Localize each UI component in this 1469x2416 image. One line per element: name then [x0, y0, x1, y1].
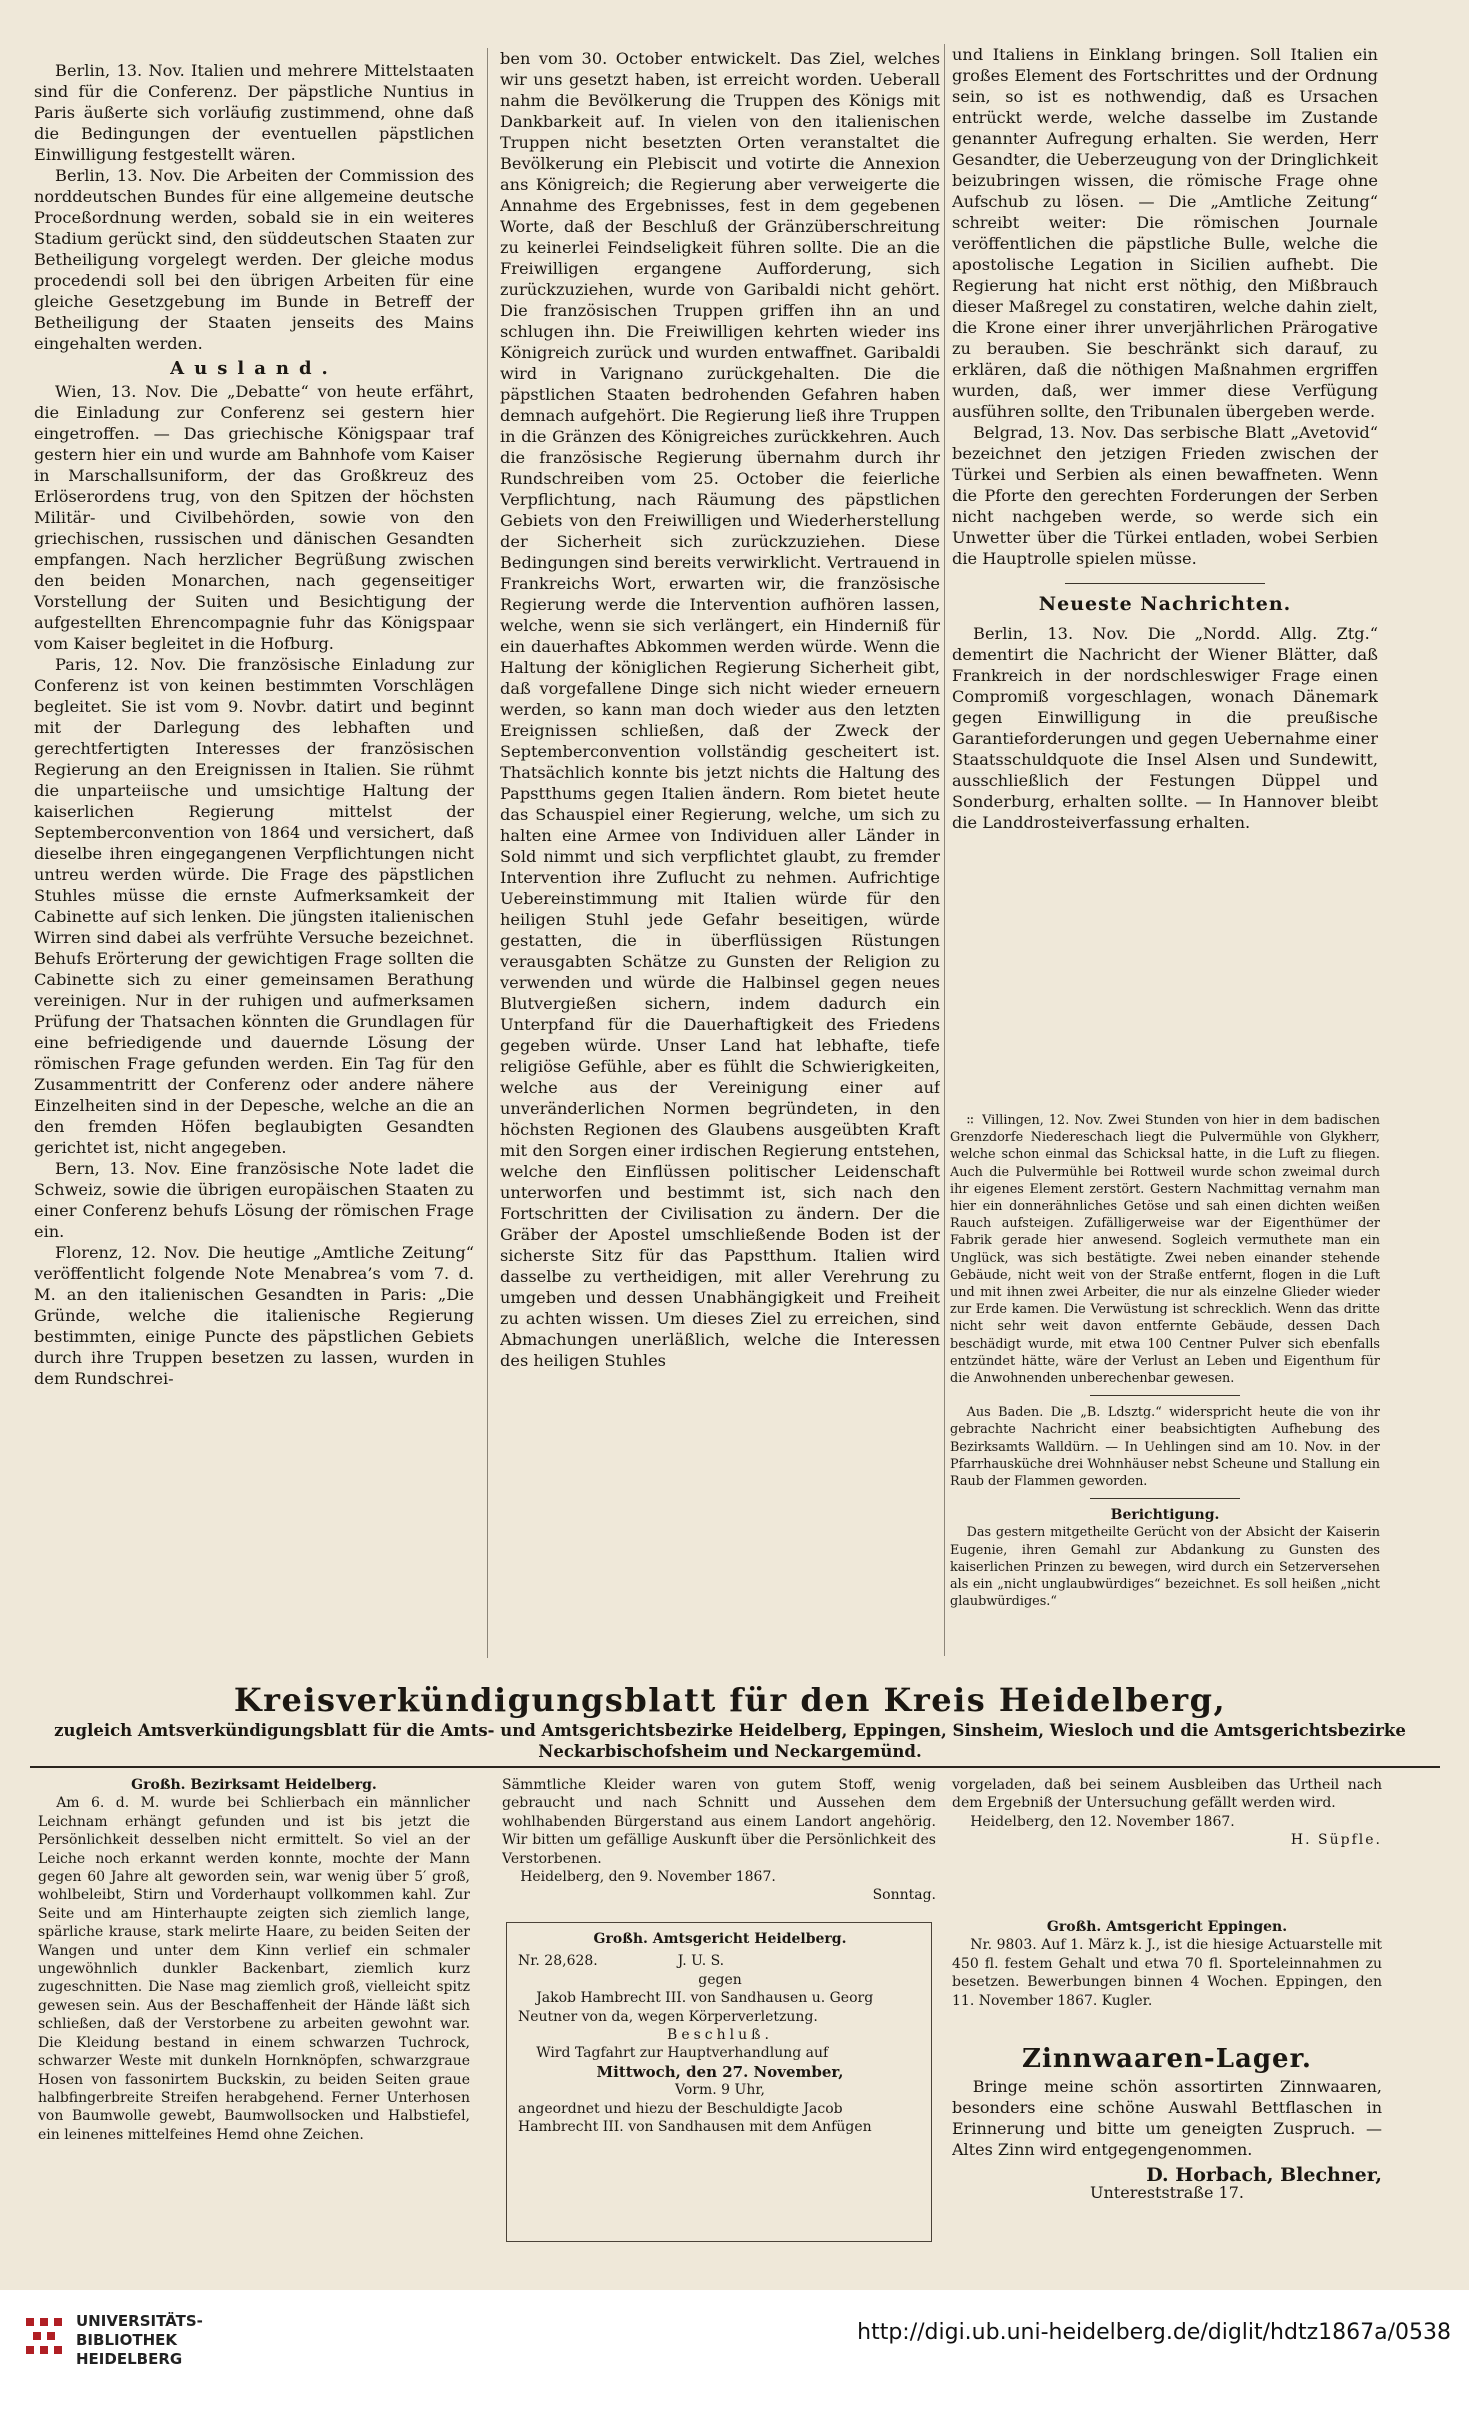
- notice-bezirksamt-continued: [502, 1776, 936, 1916]
- masthead-rule: [30, 1766, 1440, 1768]
- article-berlin-2: Berlin, 13. Nov. Die Arbeiten der Commission des norddeutschen Bundes für eine allgemeine deutsche Proceßordnung werden, sobald sie in ein weiteres Stadium gerückt sind, den süddeutschen Staaten zur Betheiligung vorgelegt werden. Der gleiche modus procedendi soll bei den übrigen Arbeiten für eine gleiche Gesetzgebung im Bunde in Betreff der Betheiligung der Staaten jenseits des Mains eingehalten werden.: [34, 166, 474, 353]
- case-number: Nr. 28,628.: [518, 1953, 598, 1970]
- notice-bezirksamt: [38, 1776, 470, 2256]
- villingen-text: Villingen, 12. Nov. Zwei Stunden von hier in dem badischen Grenzdorfe Niedereschach liegt die Pulvermühle von Glykherr, welche schon einmal das Schicksal hatte, in die Luft zu fliegen. Auch die Pulvermühle bei Rottweil wurde schon zweimal durch ihr eigenes Element zerstört. Gestern Nachmittag vernahm man hier ein donnerähnliches Getöse und sah einen dichten weißen Rauch aufsteigen. Zufälligerweise war der Eigenthümer der Fabrik gerade hier anwesend. Sogleich vermuthete man ein Unglück, was sich bestätigte. Zwei neben einander stehende Gebäude, nicht weit von der Straße entfernt, flogen in die Luft und mit ihnen zwei Arbeiter, die nur als einzelne Glieder wieder zur Erde kamen. Die Verwüstung ist schrecklich. Wenn das dritte nicht sehr weit davon entfernte Gebäude, dessen Dach beschädigt wurde, mit etwa 100 Centner Pulver sich ebenfalls entzündet hätte, wäre der Verlust an Leben und Eigenthum für die Anwohnenden unberechenbar gewesen.: [950, 1113, 1380, 1387]
- notice-title: Großh. Bezirksamt Heidelberg.: [131, 1777, 377, 1793]
- article-bern: Bern, 13. Nov. Eine französische Note ladet die Schweiz, sowie die übrigen europäischen Staaten zu einer Conferenz behufs Lösung der römischen Frage ein.: [34, 1159, 474, 1241]
- column-2: [500, 48, 940, 1652]
- section-ausland-heading: Ausland.: [170, 358, 338, 379]
- notice-signature: H. Süpfle.: [1290, 1832, 1382, 1849]
- latest-news-heading: Neueste Nachrichten.: [1038, 593, 1292, 615]
- masthead-title: Kreisverkündigungsblatt für den Kreis Heidelberg,: [233, 1681, 1227, 1719]
- masthead-subtitle: zugleich Amtsverkündigungsblatt für die Amts- und Amtsgerichtsbezirke Heidelberg, Eppingen, Sinsheim, Wiesloch und die Amtsgerichtsbezirke Neckarbischofsheim und Neckargemünd.: [54, 1721, 1406, 1761]
- notice-text: Am 6. d. M. wurde bei Schlierbach ein männlicher Leichnam erhängt gefunden und ist bis jetzt die Persönlichkeit desselben nicht ermittelt. So viel an der Leiche noch erkannt werden konnte, mochte der Mann gegen 60 Jahre alt geworden sein, war wenig über 5′ groß, wohlbeleibt, Stirn und Vorderhaupt vollkommen kahl. Zur Seite und am Hinterhaupte zeigten sich ziemlich lange, spärliche krause, stark melirte Haare, zu beiden Seiten der Wangen und unter dem Kinn verlief ein schmaler ungewöhnlich dunkler Backenbart, ziemlich kurz zugeschnitten. Die Nase mag ziemlich groß, vielleicht spitz gewesen sein. Aus der Beschaffenheit der Hände läßt sich schließen, daß der Verstorbene zu arbeiten gewohnt war. Die Kleidung bestand in einem schwarzen Tuchrock, schwarzer Weste mit dunkeln Hornknöpfen, schwarzgraue Hosen von fassonirtem Buckskin, zu beiden Seiten graue halbfingerbreite Streifen herabgehend. Ferner Unterhosen von Baumwolle gewebt, Baumwollsocken und Halbstiefel, ein leinenes mittelfeines Hemd ohne Zeichen.: [38, 1795, 470, 2143]
- dot-marker-icon: ∷: [966, 1113, 983, 1127]
- advert-title: Zinnwaaren-Lager.: [1022, 2044, 1312, 2074]
- library-logo-icon: [22, 2314, 66, 2358]
- notice-number: [518, 1952, 922, 1970]
- page-footer: [0, 2290, 1469, 2416]
- notice-title: Großh. Amtsgericht Heidelberg.: [593, 1931, 847, 1947]
- library-name-line: UNIVERSITÄTS-: [76, 2312, 203, 2330]
- divider: [1090, 1395, 1240, 1396]
- correction-text: Das gestern mitgetheilte Gerücht von der Absicht der Kaiserin Eugenie, ihren Gemahl zur Abdankung zu Gunsten des kaiserlichen Prinzen zu bewegen, wird durch ein Setzerversehen als ein „nicht unglaubwürdiges“ bezeichnet. Es soll heißen „nicht glaubwürdiges.“: [950, 1525, 1380, 1610]
- notice-title: Großh. Amtsgericht Eppingen.: [1046, 1919, 1288, 1935]
- notice-text: Nr. 9803. Auf 1. März k. J., ist die hiesige Actuarstelle mit 450 fl. festem Gehalt und etwa 70 fl. Sporteleinnahmen zu besetzen. Bewerbungen binnen 4 Wochen. Eppingen, den 11. November 1867. Kugler.: [952, 1937, 1382, 2009]
- hearing-date: Mittwoch, den 27. November,: [596, 2062, 844, 2081]
- notice-text: angeordnet und hiezu der Beschuldigte Jacob Hambrecht III. von Sandhausen mit dem Anfügen: [518, 2100, 872, 2136]
- column-rule: [487, 48, 488, 1658]
- notice-amtsgericht-heidelberg: [518, 1930, 922, 2236]
- advert-address: Untereststraße 17.: [1090, 2183, 1244, 2203]
- masthead: [30, 1680, 1430, 1760]
- notice-signature: Sonntag.: [872, 1887, 936, 1904]
- notice-date: Heidelberg, den 9. November 1867.: [520, 1869, 776, 1886]
- hearing-time: Vorm. 9 Uhr,: [675, 2082, 765, 2099]
- notice-date: Heidelberg, den 12. November 1867.: [970, 1813, 1235, 1830]
- notice-heidelberg-continued: [952, 1776, 1382, 1908]
- source-url[interactable]: http://digi.ub.uni-heidelberg.de/diglit/hdtz1867a/0538: [857, 2320, 1451, 2345]
- notice-amtsgericht-eppingen: [952, 1918, 1382, 2036]
- article-berlin-3: Berlin, 13. Nov. Die „Nordd. Allg. Ztg.“ dementirt die Nachricht der Wiener Blätter, daß Frankreich in der nordschleswiger Frage einen Compromiß vorgeschlagen, wonach Dänemark gegen Einwilligung in die preußische Garantieforderungen und gegen Uebernahme einer Staatsschuldquote die Insel Alsen und Sundewitt, ausschließlich der Festungen Düppel und Sonderburg, erhalten sollte. — In Hannover bleibt die Landdrosteiverfassung erhalten.: [952, 624, 1378, 832]
- article-paris: Paris, 12. Nov. Die französische Einladung zur Conferenz ist von keinen bestimmten Vorschlägen begleitet. Sie ist vom 9. Novbr. datirt und beginnt mit der Darlegung des lebhaften und gerechtfertigten Interesses der französischen Regierung an den Ereignissen in Italien. Sie rühmt die unparteiische und umsichtige Haltung der kaiserlichen Regierung mittelst der Septemberconvention von 1864 und versichert, daß dieselbe ihren eingegangenen Verpflichtungen nicht untreu werden würde. Die Frage des päpstlichen Stuhles müsse die ernste Aufmerksamkeit der Cabinette auf sich lenken. Die jüngsten italienischen Wirren sind dabei als verfrühte Versuche bezeichnet. Behufs Erörterung der gewichtigen Frage sollten die Cabinette sich zu einer gemeinsamen Berathung vereinigen. Nur in der ruhigen und aufmerksamen Prüfung der Thatsachen könnten die Grundlagen für eine befriedigende und dauernde Lösung der römischen Frage gefunden werden. Ein Tag für den Zusammentritt der Conferenz oder andere nähere Einzelheiten sind in der Depesche, welche an die an den fremden Höfen beglaubigten Gesandten gerichtet ist, nicht angegeben.: [34, 655, 474, 1157]
- notice-parties: Jakob Hambrecht III. von Sandhausen u. Georg Neutner von da, wegen Körperverletzung.: [518, 1990, 874, 2025]
- notice-text: vorgeladen, daß bei seinem Ausbleiben das Urtheil nach dem Ergebniß der Untersuchung gefällt werden wird.: [952, 1777, 1382, 1812]
- column-rule: [944, 44, 945, 1656]
- article-florenz-continued: ben vom 30. October entwickelt. Das Ziel, welches wir uns gesetzt haben, ist erreicht worden. Ueberall nahm die Bevölkerung die Truppen des Königs mit Dankbarkeit auf. In vielen von den italienischen Truppen nicht besetzten Orten veranstaltet die Bevölkerung ein Plebiscit und votirte die Annexion ans Königreich; die Regierung aber verweigerte die Annahme des Ergebnisses, fest in dem gegebenen Worte, daß der Beschluß der Gränzüberschreitung zu keinerlei Feindseligkeit führen sollte. Die an die Freiwilligen ergangene Aufforderung, sich zurückzuziehen, wurde von Garibaldi nicht gehört. Die französischen Truppen griffen ihn an und schlugen ihn. Die Freiwilligen kehrten wieder ins Königreich zurück und wurden entwaffnet. Garibaldi wird in Varignano zurückgehalten. Die die päpstlichen Staaten bedrohenden Gefahren haben demnach aufgehört. Die Regierung ließ ihre Truppen in die Gränzen des Königreiches zurückkehren. Auch die französische Regierung übernahm durch ihr Rundschreiben vom 25. October die feierliche Verpflichtung, nach Räumung des päpstlichen Gebiets von den Freiwilligen und Wiederherstellung der Sicherheit sich zurückzuziehen. Diese Bedingungen sind bereits verwirklicht. Vertrauend in Frankreichs Wort, erwarten wir, die französische Regierung werde die Intervention aufhören lassen, welche, wenn sie sich verlängert, ein Hinderniß für ein dauerhaftes Abkommen werden würde. Wenn die Haltung der königlichen Regierung Sicherheit gibt, daß vorgefallene Dinge sich nicht wieder erneuern werden, so kann man doch wieder aus den letzten Ereignissen schließen, daß der Zweck der Septemberconvention vollständig gescheitert ist. Thatsächlich konnte bis jetzt nichts die Haltung des Papstthums gegen Italien ändern. Rom bietet heute das Schauspiel einer Regierung, welche, um sich zu halten eine Armee von Individuen aller Länder in Sold nimmt und sich verpflichtet glaubt, zu fremder Intervention ihre Zuflucht zu nehmen. Aufrichtige Uebereinstimmung mit Italien würde für den heiligen Stuhl jede Gefahr beseitigen, würde gestatten, die in überflüssigen Rüstungen verausgabten Schätze zu Gunsten der Religion zu verwenden und würde die Halbinsel gegen neues Blutvergießen sichern, indem dadurch ein Unterpfand für die Dauerhaftigkeit des Friedens gegeben würde. Unser Land hat lebhafte, tiefe religiöse Gefühle, aber es fühlt die Schwierigkeiten, welche aus der Vereinigung einer auf unveränderlichen Normen begründeten, in den höchsten Regionen des Glaubens ausgeübten Kraft mit den Sorgen einer irdischen Regierung entstehen, welche den Einflüssen politischer Leidenschaft unterworfen und bestimmt ist, sich nach den Fortschritten der Civilisation zu ändern. Der die Gräber der Apostel umschließende Boden ist der sicherste Sitz für das Papstthum. Italien wird dasselbe zu vertheidigen, mit aller Verehrung zu umgeben und dessen Unabhängigkeit und Freiheit zu achten wissen. Um dieses Ziel zu erreichen, sind Abmachungen unerläßlich, welche die Interessen des heiligen Stuhles: [500, 49, 940, 1370]
- notice-text: Wird Tagfahrt zur Hauptverhandlung auf: [536, 2045, 829, 2062]
- notice-decision: Beschluß.: [667, 2027, 773, 2044]
- column-3: [952, 44, 1378, 1109]
- notice-text: Sämmtliche Kleider waren von gutem Stoff, wenig gebraucht und nach Schnitt und Aussehen dem wohlhabenden Bürgerstand aus einem Landort angehörig. Wir bitten um gefällige Auskunft über die Persönlichkeit des Verstorbenen.: [502, 1777, 936, 1867]
- article-baden: Aus Baden. Die „B. Ldsztg.“ widerspricht heute die von ihr gebrachte Nachricht einer beabsichtigten Aufhebung des Bezirksamts Walldürn. — In Uehlingen sind am 10. Nov. in der Pfarrhausküche drei Wohnhäuser nebst Scheune und Stallung ein Raub der Flammen geworden.: [950, 1405, 1380, 1490]
- divider: [1065, 583, 1265, 584]
- divider: [1090, 1498, 1240, 1499]
- article-berlin-1: Berlin, 13. Nov. Italien und mehrere Mittelstaaten sind für die Conferenz. Der päpstliche Nuntius in Paris äußerte sich vorläufig zustimmend, ohne daß die Bedingungen der eventuellen päpstlichen Einwilligung festgestellt wären.: [34, 61, 474, 164]
- article-florenz: Florenz, 12. Nov. Die heutige „Amtliche Zeitung“ veröffentlicht folgende Note Menabrea’s vom 7. d. M. an den italienischen Gesandten in Paris: „Die Gründe, welche die italienische Regierung bestimmten, einige Puncte des päpstlichen Gebiets durch ihre Truppen besetzen zu lassen, wurden in dem Rundschrei-: [34, 1243, 474, 1388]
- small-print-block: [950, 1112, 1380, 1637]
- library-name: [76, 2312, 203, 2369]
- case-code: J. U. S.: [677, 1953, 725, 1970]
- correction-heading: Berichtigung.: [1110, 1507, 1220, 1524]
- library-name-line: BIBLIOTHEK: [76, 2331, 177, 2349]
- column-1: [34, 60, 474, 1650]
- library-name-line: HEIDELBERG: [76, 2350, 183, 2368]
- article-wien: Wien, 13. Nov. Die „Debatte“ von heute erfährt, die Einladung zur Conferenz sei gestern hier eingetroffen. — Das griechische Königspaar traf gestern hier ein und wurde am Bahnhofe vom Kaiser in Marschallsuniform, der das Großkreuz des Erlöserordens trug, von den Spitzen der höchsten Militär- und Civilbehörden, sowie von den griechischen, russischen und dänischen Gesandten empfangen. Nach herzlicher Begrüßung zwischen den beiden Monarchen, nach gegenseitiger Vorstellung der Suiten und Besichtigung der aufgestellten Ehrencompagnie fuhr das Königspaar vom Kaiser begleitet in die Hofburg.: [34, 382, 474, 653]
- article-florenz-end: und Italiens in Einklang bringen. Soll Italien ein großes Element des Fortschrittes und der Ordnung sein, so ist es nothwendig, daß es Ursachen entrückt werde, welche dasselbe im Zustande genannter Aufregung erhalten. Sie werden, Herr Gesandter, die Ueberzeugung von der Dringlichkeit beizubringen wissen, die römische Frage ohne Aufschub zu lösen. — Die „Amtliche Zeitung“ schreibt weiter: Die römischen Journale veröffentlichen die päpstliche Bulle, welche die apostolische Legation in Sicilien aufhebt. Die Regierung hat nicht erst nöthig, den Mißbrauch dieser Maßregel zu constatiren, welche dahin zielt, die Krone einer ihrer unverjährlichen Prärogative zu berauben. Sie beschränkt sich darauf, zu erklären, daß die nöthigen Maßnahmen ergriffen wurden, daß, wer immer diese Verfügung ausführen sollte, den Tribunalen übergeben werde.: [952, 45, 1378, 421]
- article-villingen: [950, 1112, 1380, 1387]
- advert-text: Bringe meine schön assortirten Zinnwaaren, besonders eine schöne Auswahl Bettflaschen in Erinnerung und bitte um geneigten Zuspruch. — Altes Zinn wird entgegengenommen.: [952, 2077, 1382, 2159]
- advert-zinnwaaren: [952, 2042, 1382, 2242]
- advert-name: D. Horbach, Blechner,: [1146, 2164, 1382, 2186]
- article-belgrad: Belgrad, 13. Nov. Das serbische Blatt „Avetovid“ bezeichnet den jetzigen Frieden zwischen der Türkei und Serbien als einen bewaffneten. Wenn die Pforte den gerechten Forderungen der Serben nicht nachgeben werde, so werde sich ein Unwetter über die Türkei entladen, wobei Serbien die Hauptrolle spielen müsse.: [952, 423, 1378, 568]
- notice-against: gegen: [698, 1971, 742, 1988]
